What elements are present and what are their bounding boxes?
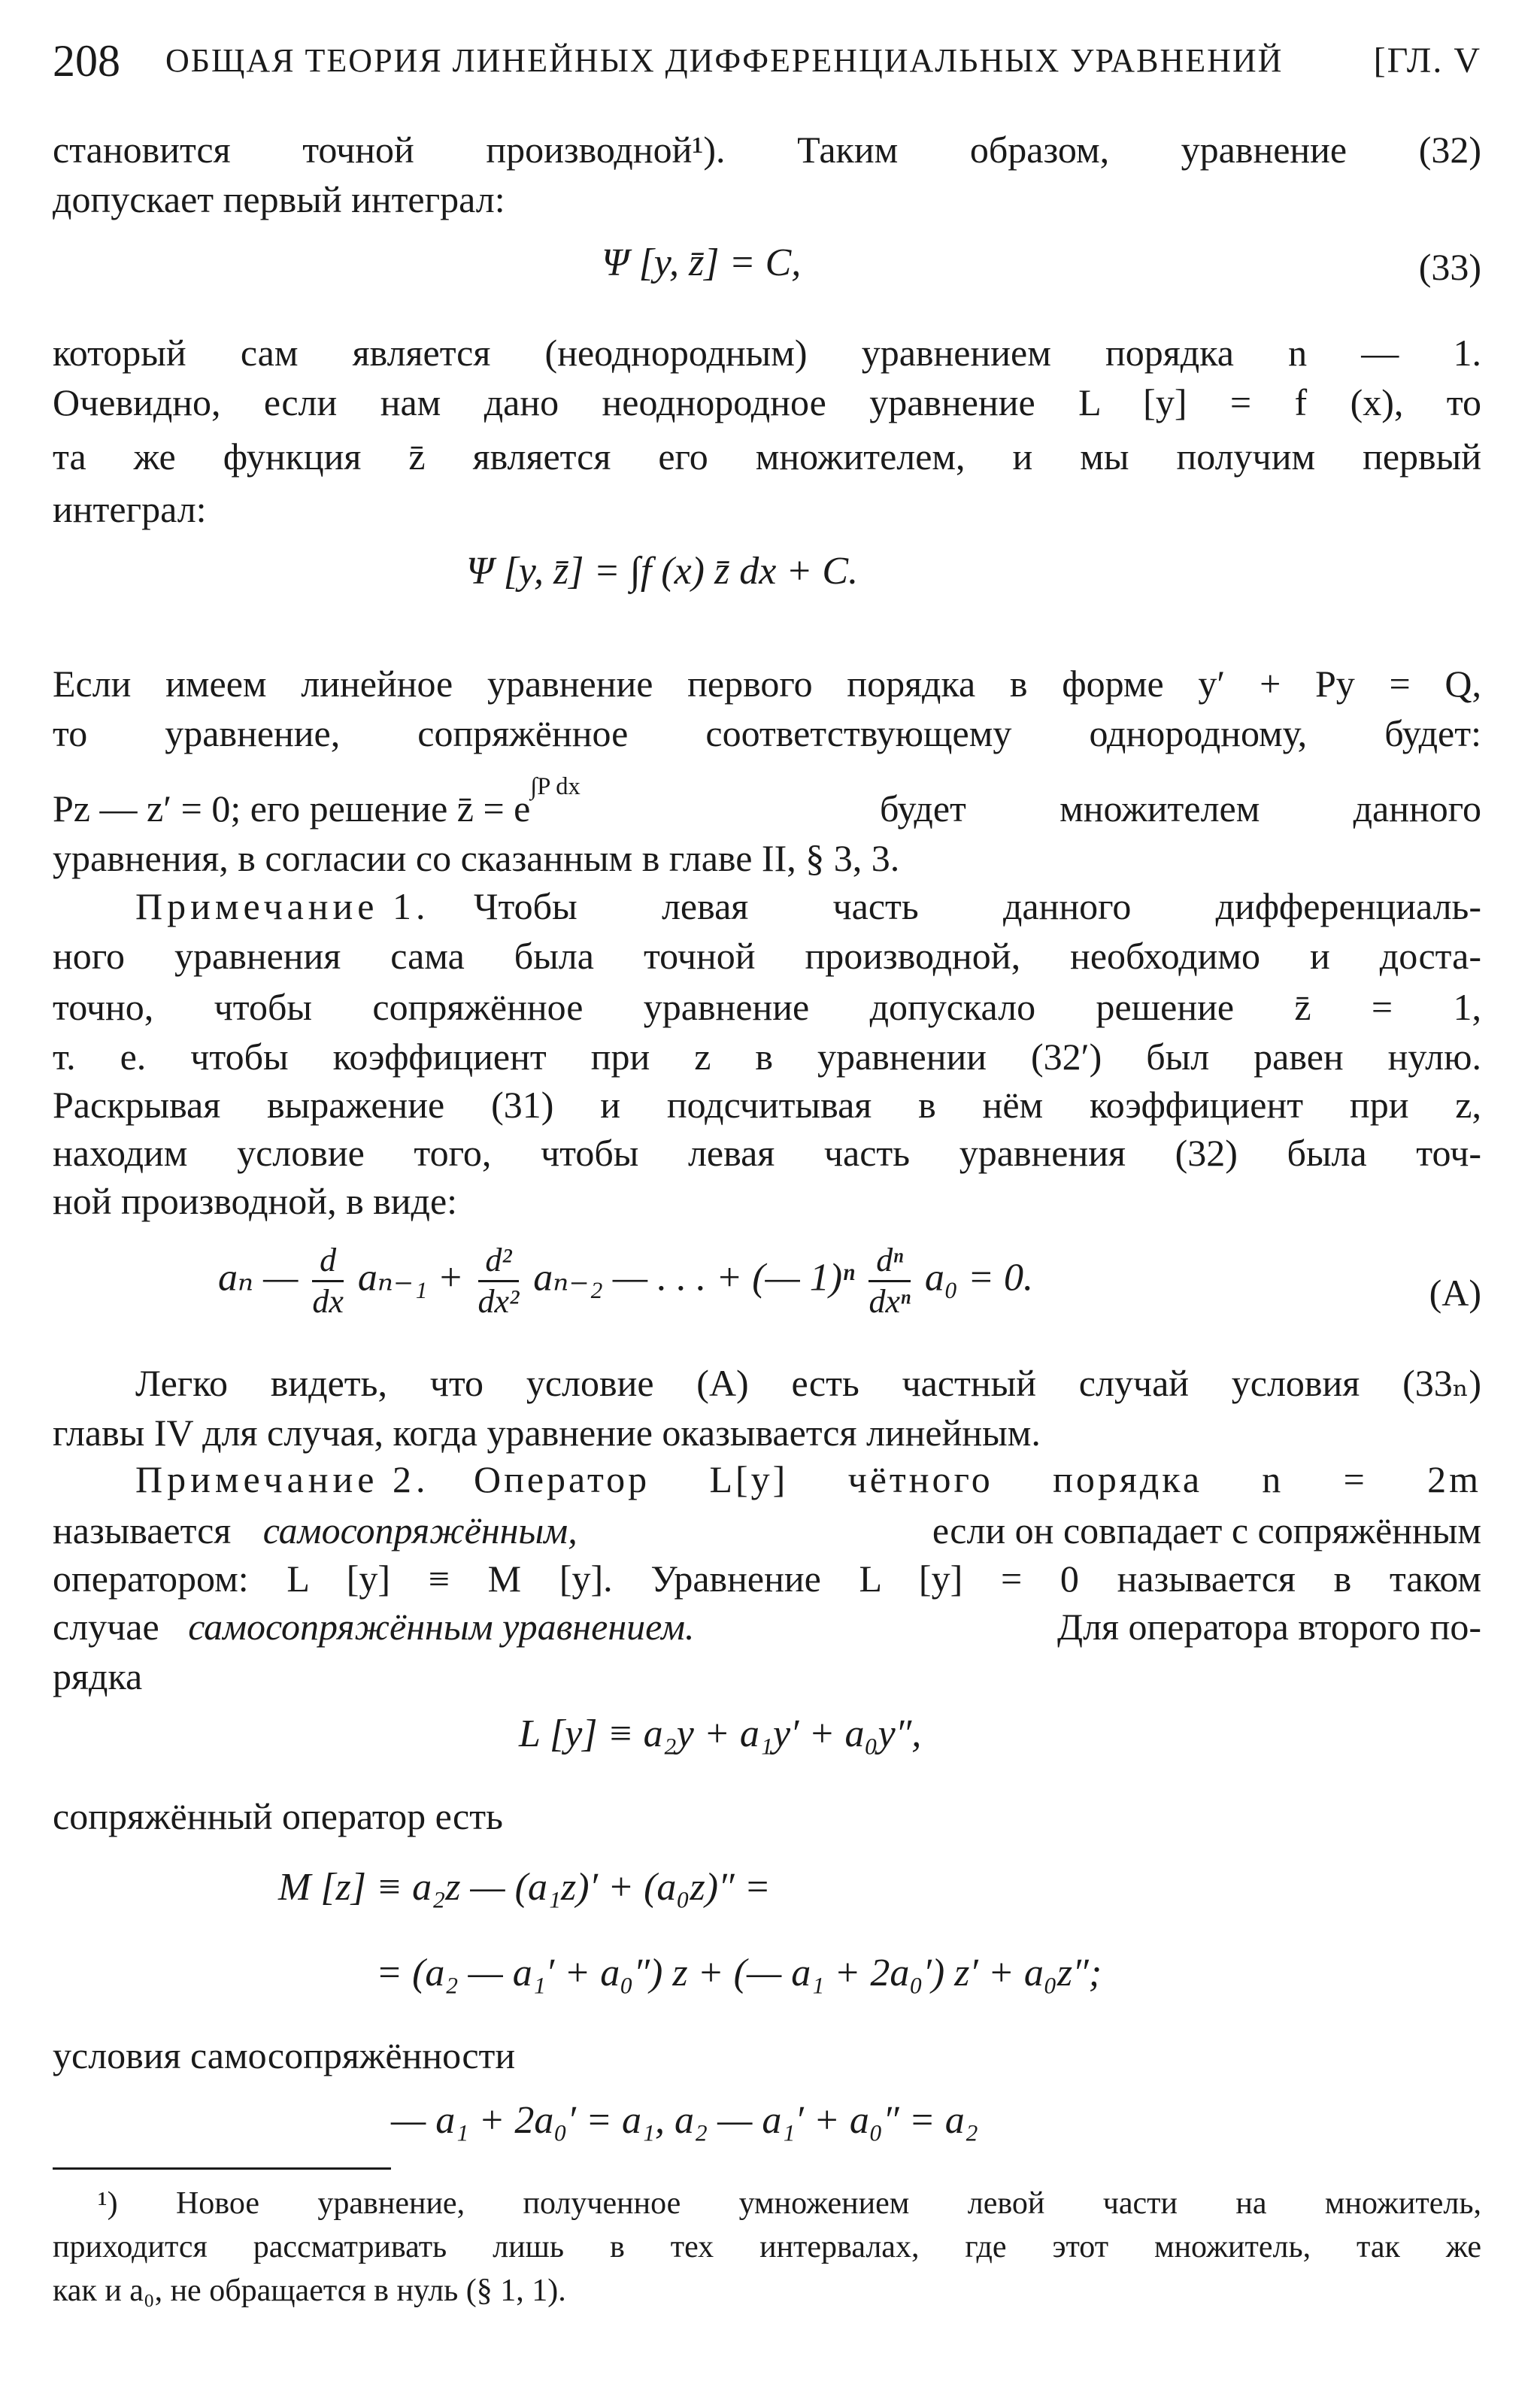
fraction-denominator: dx²	[477, 1283, 520, 1320]
text-fragment: Pz — z′ = 0; его решение z̄ = e	[53, 787, 531, 830]
equation-self-adjoint-conditions: — a₁ + 2a₀′ = a₁, a₂ — a₁′ + a₀″ = a₂	[391, 2099, 978, 2142]
footnote-line: как и a₀, не обращается в нуль (§ 1, 1).	[53, 2273, 566, 2308]
fraction-denominator: dxⁿ	[869, 1283, 911, 1320]
text-line: оператором: L [y] ≡ M [y]. Уравнение L [y] = 0 называется в таком	[53, 1558, 1481, 1600]
text-line: та же функция z̄ является его множителем, и мы получим первый	[53, 435, 1481, 478]
fraction-numerator: d	[312, 1241, 344, 1282]
text-line: допускает первый интеграл:	[53, 178, 505, 220]
text-line: то уравнение, сопряжённое соответствующему однородному, будет:	[53, 712, 1481, 754]
text-fragment: Чтобы левая часть данного дифференциаль-	[474, 885, 1481, 927]
exponent: ∫P dx	[530, 773, 581, 801]
chapter-label: [ГЛ. V	[1373, 41, 1481, 80]
emphasis: самосопряжённым уравнением.	[188, 1606, 695, 1648]
text-line: условия самосопряжённости	[53, 2034, 516, 2076]
page-number: 208	[53, 36, 120, 86]
emphasis: самосопряжённым,	[262, 1509, 578, 1551]
text-line: который сам является (неоднородным) уравнением порядка n — 1.	[53, 332, 1481, 374]
equation-integral: Ψ [y, z̄] = ∫f (x) z̄ dx + C.	[466, 550, 859, 593]
text-line: Раскрывая выражение (31) и подсчитывая в нём коэффициент при z,	[53, 1084, 1481, 1126]
text-line: становится точной производной¹). Таким образом, уравнение (32)	[53, 129, 1481, 171]
equation-number: (A)	[1429, 1272, 1481, 1314]
fraction	[312, 1241, 344, 1321]
remark-1-label: Примечание 1.	[135, 885, 430, 927]
text-line: сопряжённый оператор есть	[53, 1795, 503, 1837]
footnote-line: ¹) Новое уравнение, полученное умножением левой части на множитель,	[98, 2186, 1481, 2221]
text-line	[53, 1605, 1481, 1649]
running-header	[53, 27, 1481, 95]
text-line-exponent	[53, 773, 1481, 830]
equation-number: (33)	[1418, 246, 1481, 288]
text-fragment: называется	[53, 1509, 232, 1551]
text-line: находим условие того, чтобы левая часть уравнения (32) была точ-	[53, 1132, 1481, 1174]
text-line: Легко видеть, что условие (A) есть частный случай условия (33ₙ)	[135, 1362, 1481, 1404]
fraction-denominator: dx	[312, 1283, 344, 1320]
equation-A	[218, 1241, 1033, 1321]
fraction-numerator: dⁿ	[869, 1241, 910, 1282]
text-line: главы IV для случая, когда уравнение оказывается линейным.	[53, 1412, 1041, 1454]
fraction	[478, 1241, 520, 1321]
text-fragment: если он совпадает с сопряжённым	[932, 1509, 1481, 1551]
equation-33: Ψ [y, z̄] = C,	[602, 241, 802, 284]
equation-M-2: = (a₂ — a₁′ + a₀″) z + (— a₁ + 2a₀′) z′ + a₀z″;	[376, 1952, 1102, 1994]
fraction	[869, 1241, 910, 1321]
text-fragment: будет множителем данного	[880, 787, 1481, 830]
remark-2-label: Примечание 2.	[135, 1458, 430, 1500]
text-line: ной производной, в виде:	[53, 1180, 458, 1222]
text-fragment: случае	[53, 1606, 159, 1648]
text-line: уравнения, в согласии со сказанным в главе II, § 3, 3.	[53, 837, 900, 879]
equation-term: aₙ₋₂ — . . . + (— 1)ⁿ	[533, 1256, 855, 1300]
equation-M-1: M [z] ≡ a₂z — (a₁z)′ + (a₀z)″ =	[278, 1866, 771, 1909]
equation-term: a₀ = 0.	[924, 1256, 1034, 1300]
text-line	[53, 1509, 1481, 1552]
text-fragment: Оператор L[y] чётного порядка n = 2m	[474, 1458, 1481, 1500]
text-line: рядка	[53, 1655, 143, 1697]
text-fragment: Для оператора второго по-	[1056, 1606, 1481, 1648]
equation-term: aₙ₋₁ +	[357, 1256, 464, 1300]
equation-term: aₙ —	[218, 1256, 299, 1300]
text-line: ного уравнения сама была точной производной, необходимо и доста-	[53, 935, 1481, 977]
footnote-line: приходится рассматривать лишь в тех интервалах, где этот множитель, так же	[53, 2230, 1481, 2264]
text-line: интеграл:	[53, 488, 207, 530]
text-line: Очевидно, если нам дано неоднородное уравнение L [y] = f (x), то	[53, 381, 1481, 423]
text-line: точно, чтобы сопряжённое уравнение допускало решение z̄ = 1,	[53, 986, 1481, 1028]
text-line: Если имеем линейное уравнение первого порядка в форме y′ + Py = Q,	[53, 663, 1481, 705]
fraction-numerator: d²	[478, 1241, 520, 1282]
equation-L: L [y] ≡ a₂y + a₁y′ + a₀y″,	[519, 1712, 922, 1755]
footnote-rule	[53, 2167, 391, 2170]
text-line: т. е. чтобы коэффициент при z в уравнении (32′) был равен нулю.	[53, 1036, 1481, 1078]
running-title: ОБЩАЯ ТЕОРИЯ ЛИНЕЙНЫХ ДИФФЕРЕНЦИАЛЬНЫХ УРАВНЕНИЙ	[165, 42, 1284, 79]
